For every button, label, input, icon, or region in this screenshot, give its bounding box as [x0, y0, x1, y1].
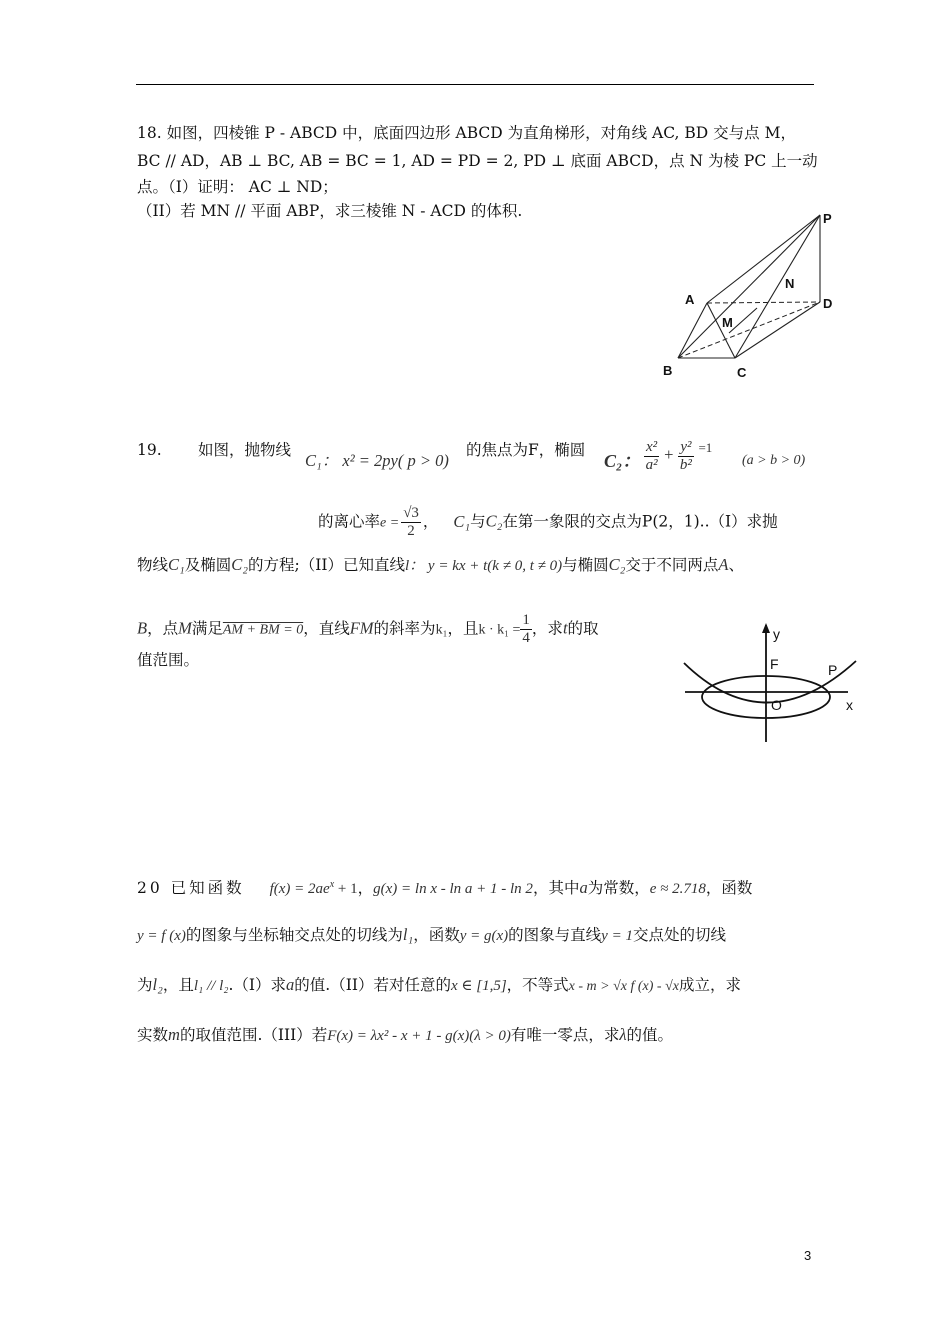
- point-M: M: [178, 618, 192, 638]
- quarter-den: 4: [522, 630, 530, 646]
- q19-line-1-text: 如图，抛物线: [198, 441, 292, 459]
- x-interval: x ∈ [1,5]: [450, 978, 507, 994]
- eccentricity-label: 的离心率: [318, 512, 381, 531]
- line-FM: FM: [349, 618, 374, 638]
- diag-AC: [707, 303, 735, 358]
- axis-label-x: x: [846, 697, 853, 713]
- t12: ，不等式: [506, 976, 569, 994]
- label-F: F: [770, 656, 779, 672]
- vector-eq: AM + BM = 0: [222, 622, 304, 638]
- y-eq-g: y = g(x): [459, 928, 509, 944]
- frac-x-num: x²: [646, 438, 658, 455]
- k1: k₁: [435, 622, 448, 638]
- t9: ，直线: [303, 619, 350, 638]
- t8: 为: [137, 976, 153, 994]
- c2-ref-3: C₂: [608, 555, 626, 574]
- edge-PA: [707, 215, 820, 303]
- intersection-text: 在第一象限的交点为P(2，1)..（I）求抛: [502, 512, 778, 531]
- q19-line-4: [137, 612, 599, 647]
- t4: 的图象与坐标轴交点处的切线为: [185, 926, 403, 944]
- f-plus-one: + 1: [334, 881, 358, 898]
- t10: .（I）求: [228, 976, 287, 994]
- and-text: 与: [470, 512, 486, 531]
- q19-line-3: [137, 555, 744, 576]
- t17: 的值。: [626, 1026, 674, 1044]
- t15: 的取值范围.（III）若: [179, 1026, 328, 1044]
- ecc-den: 2: [407, 523, 415, 539]
- quarter-num: 1: [522, 612, 530, 628]
- q20-line-2: [137, 925, 726, 946]
- ellipse-parabola-figure: [680, 620, 880, 750]
- q19-ellipse-name: C₂：: [604, 451, 641, 471]
- t1: ，其中: [532, 879, 580, 898]
- q18-line-3: 点。（I）证明： AC ⊥ ND；: [137, 178, 338, 196]
- edge-AD-hidden: [707, 302, 820, 303]
- c1-ref: C₁: [453, 511, 471, 531]
- var-lambda: λ: [619, 1025, 627, 1044]
- label-P: P: [823, 211, 832, 226]
- t7: ，点: [147, 619, 179, 638]
- q19-ellipse-eq: [644, 438, 712, 474]
- t3: 的方程;（II）已知直线: [248, 556, 405, 574]
- var-a-2: a: [286, 975, 295, 994]
- q19-ellipse-condition: (a > b > 0): [742, 453, 806, 468]
- label-A: A: [685, 292, 695, 307]
- t8: 满足: [191, 619, 223, 638]
- q20-intro: 20 已知函数: [137, 879, 245, 898]
- y-axis-arrow: [762, 623, 770, 633]
- pyramid-figure: [655, 200, 840, 385]
- label-D: D: [823, 296, 833, 311]
- q19-line-2: [318, 505, 778, 540]
- label-N: N: [785, 276, 795, 291]
- c2-ref: C₂: [485, 511, 503, 531]
- var-m: m: [168, 1025, 180, 1044]
- t4: 与椭圆: [562, 556, 609, 574]
- q19-number: 19.: [137, 441, 162, 459]
- f-exp: x: [329, 879, 335, 890]
- inequality: x - m > √x f (x) - √x: [568, 979, 679, 994]
- page-number: 3: [804, 1248, 812, 1263]
- q20-line-3: [137, 975, 741, 997]
- ecc-num: √3: [403, 505, 419, 521]
- sep: ，: [357, 879, 374, 898]
- label-P: P: [828, 662, 838, 678]
- q20-line-4: [137, 1025, 673, 1046]
- t2: 及椭圆: [184, 556, 232, 574]
- y-eq-1: y = 1: [601, 928, 633, 944]
- header-rule: [136, 84, 814, 85]
- F-def: F(x) = λx² - x + 1 - g(x)(λ > 0): [327, 1028, 511, 1044]
- t5: ，函数: [413, 926, 460, 944]
- e-var: e =: [380, 515, 400, 531]
- l1: l₁: [402, 925, 414, 944]
- frac-y-den: b²: [679, 456, 692, 473]
- t3: ，函数: [705, 879, 753, 898]
- var-t: t: [562, 618, 568, 638]
- q18-line-1: 18. 如图，四棱锥 P - ABCD 中，底面四边形 ABCD 为直角梯形，对角线 AC, BD 交与点 M，: [137, 124, 796, 142]
- t7: 交点处的切线: [632, 926, 726, 944]
- t13: 成立，求: [679, 976, 742, 994]
- plus-sign: +: [664, 445, 674, 464]
- t10: 的斜率为: [373, 619, 436, 638]
- t5: 交于不同两点: [625, 556, 719, 574]
- t11: 的值.（II）若对任意的: [294, 976, 451, 994]
- label-B: B: [663, 363, 673, 378]
- t16: 有唯一零点，求: [510, 1026, 620, 1044]
- segment-MN: [729, 308, 757, 333]
- diag-BD-hidden: [678, 302, 820, 358]
- frac-x-den: a²: [645, 456, 658, 473]
- t6: 的图象与直线: [508, 926, 602, 944]
- var-a: a: [579, 878, 588, 898]
- q19-line-1-focus: 的焦点为F，椭圆: [466, 441, 586, 459]
- label-M: M: [722, 315, 733, 330]
- point-A: A: [718, 555, 729, 574]
- q19-line-5: 值范围。: [137, 651, 200, 669]
- line-l-eq: l： y = kx + t(k ≠ 0, t ≠ 0): [405, 558, 563, 574]
- equals-one: =1: [698, 440, 713, 455]
- c1-ref-2: C₁: [168, 555, 185, 574]
- t1: 物线: [137, 556, 169, 574]
- c2-ref-2: C₂: [231, 555, 249, 574]
- t12: ，求: [531, 619, 563, 638]
- q18-line-2: BC // AD，AB ⊥ BC, AB = BC = 1, AD = PD = 2, PD ⊥ 底面 ABCD，点 N 为棱 PC 上一动: [137, 152, 818, 170]
- l2: l₂: [152, 975, 163, 994]
- t2: 为常数，: [587, 879, 650, 898]
- edge-AB: [678, 303, 707, 358]
- y-eq-f: y = f (x): [137, 928, 186, 944]
- t11: ，且: [447, 619, 479, 638]
- t13: 的取: [567, 619, 599, 638]
- t6: 、: [728, 556, 744, 574]
- label-O: O: [771, 697, 782, 713]
- edge-PC: [735, 215, 820, 358]
- t9: ，且: [162, 976, 194, 994]
- g-def: g(x) = ln x - ln a + 1 - ln 2: [373, 881, 533, 898]
- edge-PB: [678, 215, 820, 358]
- q18-line-4: （II）若 MN // 平面 ABP，求三棱锥 N - ACD 的体积.: [137, 202, 523, 220]
- point-B: B: [137, 618, 148, 638]
- comma: ，: [422, 512, 439, 531]
- label-C: C: [737, 365, 747, 380]
- frac-y-num: y²: [680, 438, 692, 455]
- f-def: f(x) = 2ae: [269, 881, 330, 898]
- q20-line-1: [137, 875, 752, 899]
- e-approx: e ≈ 2.718: [649, 881, 706, 898]
- axis-label-y: y: [773, 626, 780, 642]
- t14: 实数: [137, 1026, 169, 1044]
- k-product: k · k₁ =: [478, 622, 521, 638]
- l1-parallel-l2: l₁ // l₂: [193, 978, 229, 994]
- q19-parabola-eq: C₁： x² = 2py( p > 0): [305, 451, 449, 470]
